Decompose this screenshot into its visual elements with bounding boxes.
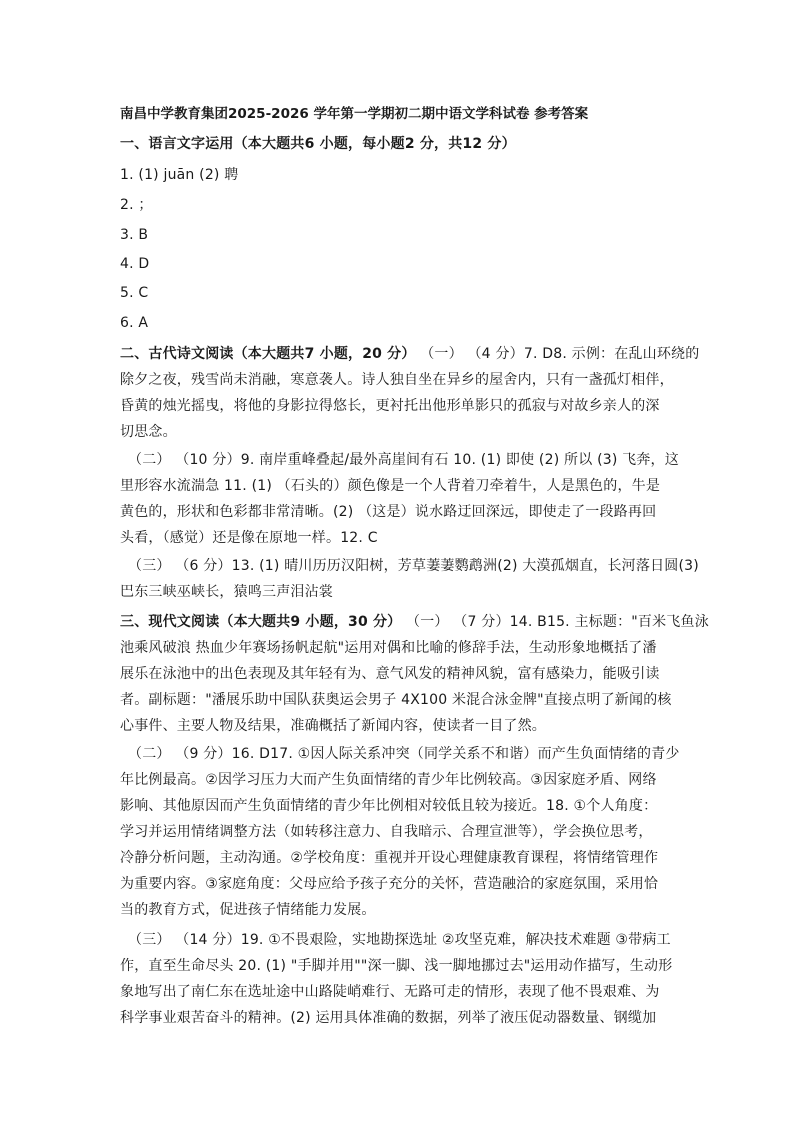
- section2-line: 巴东三峡巫峡长，猿鸣三声泪沾裳: [120, 584, 333, 600]
- answer-line: 1. (1) juān (2) 聘: [120, 167, 239, 183]
- section2-line: （二） （10 分）9. 南岸重峰叠起/最外高崖间有石 10. (1) 即使 (2) 所以 (3) 飞奔，这: [128, 452, 679, 468]
- section3-line: 科学事业艰苦奋斗的精神。(2) 运用具体准确的数据，列举了液压促动器数量、钢缆加: [120, 1010, 657, 1026]
- document-title: 南昌中学教育集团2025-2026 学年第一学期初二期中语文学科试卷 参考答案: [120, 106, 589, 122]
- section3-heading: 三、现代文阅读（本大题共9 小题，30 分）: [120, 614, 402, 630]
- answer-line: 4. D: [120, 256, 150, 272]
- section2-line: （一） （4 分）7. D8. 示例：在乱山环绕的: [420, 346, 700, 362]
- section2-line: 除夕之夜，残雪尚未消融，寒意袭人。诗人独自坐在异乡的屋舍内，只有一盏孤灯相伴，: [120, 372, 674, 388]
- section3-line: 年比例最高。②因学习压力大而产生负面情绪的青少年比例较高。③因家庭矛盾、网络: [120, 772, 657, 788]
- section2-first-line: [120, 344, 699, 364]
- section2-line: 头看，（感觉）还是像在原地一样。12. C: [120, 530, 378, 546]
- section3-line: 心事件、主要人物及结果，准确概括了新闻内容，使读者一目了然。: [120, 718, 546, 734]
- section1-heading: 一、语言文字运用（本大题共6 小题，每小题2 分，共12 分）: [120, 136, 516, 152]
- section3-line: 影响、其他原因而产生负面情绪的青少年比例相对较低且较为接近。18. ①个人角度：: [120, 798, 658, 814]
- answer-line: 6. A: [120, 315, 149, 331]
- section3-line: （三） （14 分）19. ①不畏艰险，实地勘探选址 ②攻坚克难，解决技术难题 ③带病工: [128, 932, 671, 948]
- section3-line: 象地写出了南仁东在选址途中山路陡峭难行、无路可走的情形，表现了他不畏艰难、为: [120, 984, 660, 1000]
- answer-line: 5. C: [120, 285, 149, 301]
- section3-line: 者。副标题："潘展乐助中国队获奥运会男子 4X100 米混合泳金牌"直接点明了新闻的核: [120, 692, 672, 708]
- section2-line: 昏黄的烛光摇曳，将他的身影拉得悠长，更衬托出他形单影只的孤寂与对故乡亲人的深: [120, 398, 660, 414]
- section2-heading: 二、古代诗文阅读（本大题共7 小题，20 分）: [120, 346, 416, 362]
- section3-line: 冷静分析问题，主动沟通。②学校角度：重视并开设心理健康教育课程，将情绪管理作: [120, 850, 659, 866]
- answer-line: 3. B: [120, 227, 149, 243]
- section3-line: 为重要内容。③家庭角度：父母应给予孩子充分的关怀，营造融洽的家庭氛围，采用恰: [120, 876, 659, 892]
- section3-first-line: [120, 612, 709, 632]
- section2-line: （三） （6 分）13. (1) 晴川历历汉阳树，芳草萋萋鹦鹉洲(2) 大漠孤烟直，长河落日圆(3): [128, 558, 699, 574]
- section2-line: 黄色的，形状和色彩都非常清晰。(2) （这是）说水路迂回深远，即使走了一段路再回: [120, 504, 657, 520]
- answer-line: 2. ；: [120, 197, 153, 213]
- section3-line: 当的教育方式，促进孩子情绪能力发展。: [120, 902, 376, 918]
- section2-line: 里形容水流湍急 11. (1) （石头的）颜色像是一个人背着刀牵着牛，人是黑色的，牛是: [120, 478, 661, 494]
- section2-line: 切思念。: [120, 424, 177, 440]
- section3-line: （一） （7 分）14. B15. 主标题："百米飞鱼泳: [406, 614, 709, 630]
- section3-line: 池乘风破浪 热血少年赛场扬帆起航"运用对偶和比喻的修辞手法，生动形象地概括了潘: [120, 640, 657, 656]
- section3-line: 学习并运用情绪调整方法（如转移注意力、自我暗示、合理宣泄等），学会换位思考，: [120, 824, 653, 840]
- section3-line: （二） （9 分）16. D17. ①因人际关系冲突（同学关系不和谐）而产生负面情绪的青少: [128, 746, 680, 762]
- section3-line: 作，直至生命尽头 20. (1) "手脚并用""深一脚、浅一脚地挪过去"运用动作描写，生动形: [120, 958, 673, 974]
- section3-line: 展乐在泳池中的出色表现及其年轻有为、意气风发的精神风貌，富有感染力，能吸引读: [120, 666, 660, 682]
